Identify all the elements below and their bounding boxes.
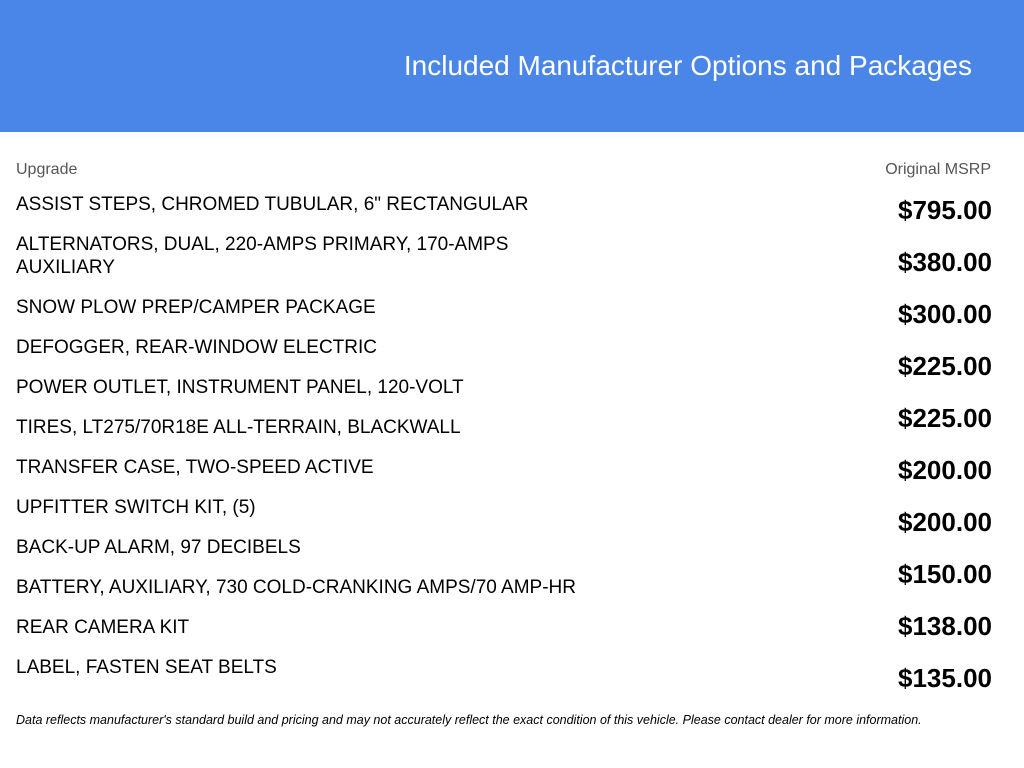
upgrade-item: TIRES, LT275/70R18E ALL-TERRAIN, BLACKWALL — [16, 417, 461, 438]
upgrade-item: TRANSFER CASE, TWO-SPEED ACTIVE — [16, 457, 374, 478]
msrp-price: $200.00 — [898, 507, 992, 537]
msrp-price: $150.00 — [898, 559, 992, 589]
upgrade-item: BATTERY, AUXILIARY, 730 COLD-CRANKING AMPS/70 AMP-HR — [16, 577, 576, 598]
msrp-price: $225.00 — [898, 403, 992, 433]
msrp-price: $200.00 — [898, 455, 992, 485]
upgrade-item: DEFOGGER, REAR-WINDOW ELECTRIC — [16, 337, 378, 358]
upgrade-item: ALTERNATORS, DUAL, 220-AMPS PRIMARY, 170-AMPS AUXILIARY — [16, 234, 509, 278]
msrp-price: $225.00 — [898, 351, 992, 381]
upgrade-item: SNOW PLOW PREP/CAMPER PACKAGE — [16, 297, 376, 318]
upgrade-item: ASSIST STEPS, CHROMED TUBULAR, 6" RECTANGULAR — [16, 194, 529, 215]
page-title: Included Manufacturer Options and Packages — [403, 50, 972, 81]
msrp-price: $138.00 — [898, 611, 992, 641]
upgrade-item: BACK-UP ALARM, 97 DECIBELS — [16, 537, 301, 558]
msrp-list — [792, 194, 992, 714]
header-banner — [0, 0, 1024, 132]
upgrade-item: UPFITTER SWITCH KIT, (5) — [16, 497, 256, 518]
msrp-price: $135.00 — [898, 663, 992, 693]
upgrade-item: POWER OUTLET, INSTRUMENT PANEL, 120-VOLT — [16, 377, 464, 398]
disclaimer-text: Data reflects manufacturer's standard build and pricing and may not accurately reflect the exact condition of this vehicle. Please contact dealer for more information. — [16, 713, 922, 727]
msrp-price: $380.00 — [898, 247, 992, 277]
upgrade-list — [16, 193, 576, 679]
msrp-price: $300.00 — [898, 299, 992, 329]
upgrade-item: REAR CAMERA KIT — [16, 617, 190, 638]
column-header-msrp: Original MSRP — [885, 161, 991, 178]
column-header-upgrade: Upgrade — [16, 161, 78, 178]
upgrade-item: LABEL, FASTEN SEAT BELTS — [16, 657, 277, 678]
msrp-price: $795.00 — [898, 195, 992, 225]
